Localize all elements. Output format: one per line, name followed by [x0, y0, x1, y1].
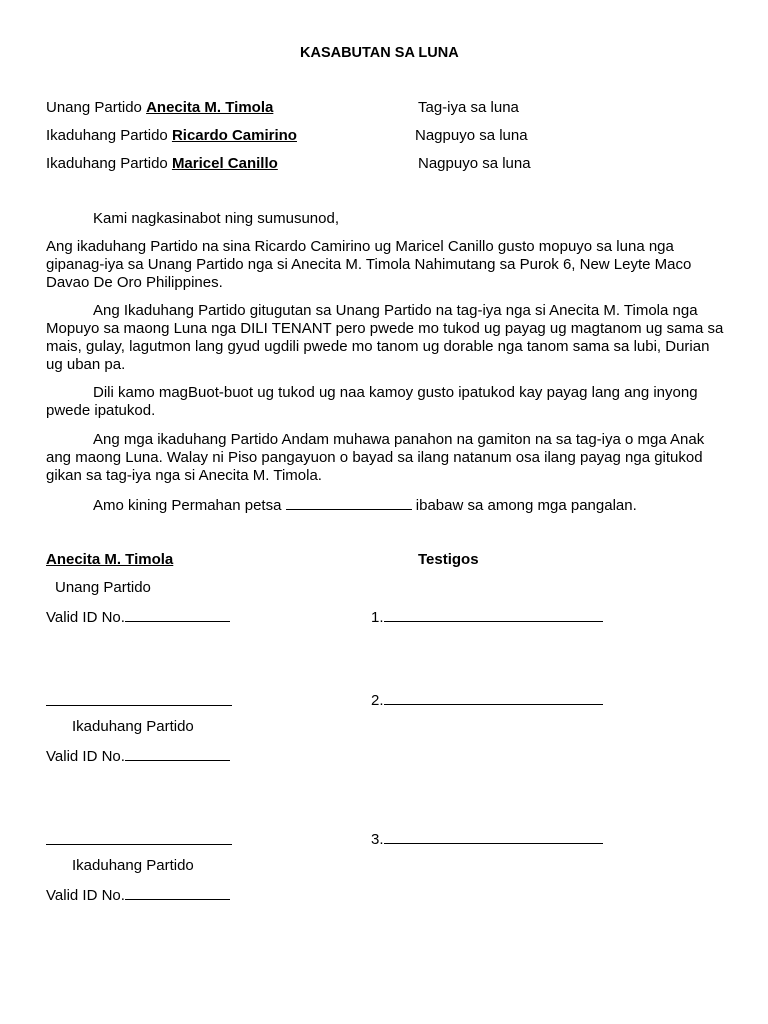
document-title: KASABUTAN SA LUNA: [300, 45, 459, 61]
paragraph-2: Ang ikaduhang Partido na sina Ricardo Camirino ug Maricel Canillo gusto mopuyo sa luna nga gipanag-iya sa Unang Partido nga si Anecita M. Timola Nahimutang sa Purok 6, New Leyte Maco Davao De Oro Philippines.: [46, 238, 692, 291]
party-role: Nagpuyo sa luna: [418, 155, 531, 172]
witness-signature-blank[interactable]: [384, 690, 603, 705]
witness-row: [371, 829, 603, 849]
signing-text: Amo kining Permahan petsa: [93, 497, 282, 514]
valid-id-row: [46, 885, 230, 905]
party-row: [46, 99, 273, 117]
party-label: Unang Partido: [46, 99, 142, 116]
witness-signature-blank[interactable]: [384, 829, 603, 844]
signature-line[interactable]: [46, 705, 232, 706]
first-party-name: Anecita M. Timola: [46, 551, 174, 568]
valid-id-label: Valid ID No.: [46, 748, 125, 765]
second-party-role: Ikaduhang Partido: [72, 718, 194, 735]
valid-id-row: [46, 746, 230, 766]
party-row: [46, 127, 297, 145]
signing-text-end: ibabaw sa among mga pangalan.: [415, 497, 637, 514]
valid-id-label: Valid ID No.: [46, 887, 125, 904]
first-party-role: Unang Partido: [55, 579, 151, 596]
party-label: Ikaduhang Partido: [46, 127, 168, 144]
party-row: [46, 155, 278, 173]
party-role: Nagpuyo sa luna: [415, 127, 528, 144]
party-role: Tag-iya sa luna: [418, 99, 519, 116]
valid-id-blank[interactable]: [125, 885, 230, 900]
valid-id-row: [46, 607, 230, 627]
party-label: Ikaduhang Partido: [46, 155, 168, 172]
witness-signature-blank[interactable]: [384, 607, 603, 622]
party-name: Ricardo Camirino: [171, 127, 297, 144]
witness-number: 2.: [371, 692, 384, 709]
valid-id-label: Valid ID No.: [46, 609, 125, 626]
witness-row: [371, 690, 603, 710]
paragraph-3: Ang Ikaduhang Partido gitugutan sa Unang Partido na tag-iya nga si Anecita M. Timola nga Mopuyo sa maong Luna nga DILI TENANT pero pwede mo tukod ug payag ug magtanom ug sama sa mais, gulay, lagutmon lang gyud ugdili pwede mo tanom ug dorable nga tanom sama sa lubi, Durian ug uban pa.: [46, 302, 724, 373]
witness-number: 1.: [371, 609, 384, 626]
paragraph-intro: Kami nagkasinabot ning sumusunod,: [93, 210, 339, 227]
valid-id-blank[interactable]: [125, 746, 230, 761]
witness-heading: Testigos: [418, 551, 479, 568]
third-party-role: Ikaduhang Partido: [72, 857, 194, 874]
valid-id-blank[interactable]: [125, 607, 230, 622]
date-blank[interactable]: [286, 495, 412, 510]
party-name: Anecita M. Timola: [146, 99, 274, 116]
witness-row: [371, 607, 603, 627]
paragraph-4: Dili kamo magBuot-buot ug tukod ug naa kamoy gusto ipatukod kay payag lang ang inyong pwede ipatukod.: [46, 384, 698, 419]
paragraph-6: [46, 495, 726, 515]
party-name: Maricel Canillo: [171, 155, 278, 172]
witness-number: 3.: [371, 831, 384, 848]
signature-line[interactable]: [46, 844, 232, 845]
paragraph-5: Ang mga ikaduhang Partido Andam muhawa panahon na gamiton na sa tag-iya o mga Anak ang maong Luna. Walay ni Piso pangayuon o bayad sa ilang natanum osa ilang payag nga gitukod gikan sa tag-iya nga si Anecita M. Timola.: [46, 431, 705, 484]
